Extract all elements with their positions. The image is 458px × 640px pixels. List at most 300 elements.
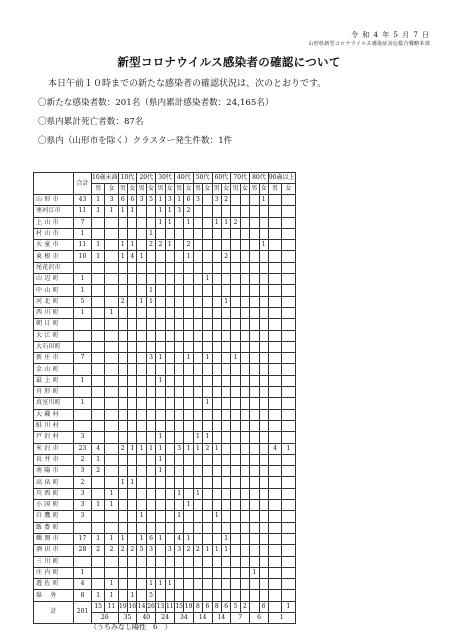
case-count-cell <box>203 319 212 330</box>
case-count-cell: 1 <box>118 477 127 488</box>
case-count-cell: 2 <box>231 217 240 228</box>
case-count-cell <box>268 567 281 578</box>
total-row-gender <box>34 601 296 612</box>
case-count-cell <box>203 330 212 341</box>
case-count-cell <box>105 522 118 533</box>
case-count-cell <box>259 500 268 511</box>
case-count-cell <box>156 545 165 556</box>
case-count-cell <box>282 195 295 206</box>
table-row <box>34 567 296 578</box>
case-count-cell <box>221 477 230 488</box>
case-count-cell <box>193 206 202 217</box>
case-count-cell <box>221 206 230 217</box>
case-count-cell <box>282 409 295 420</box>
case-count-cell <box>156 556 165 567</box>
case-count-cell <box>105 477 118 488</box>
case-count-cell <box>174 262 183 273</box>
case-count-cell <box>174 251 183 262</box>
gender-total-cell: 16 <box>128 601 137 612</box>
case-count-cell <box>282 432 295 443</box>
case-count-cell <box>146 330 155 341</box>
case-count-cell <box>184 432 193 443</box>
case-count-cell <box>137 341 146 352</box>
gender-female-header: 女 <box>221 184 230 195</box>
table-row <box>34 364 296 375</box>
case-count-cell <box>165 330 174 341</box>
case-count-cell <box>165 454 174 465</box>
case-count-cell <box>203 307 212 318</box>
case-count-cell <box>105 274 118 285</box>
case-count-cell <box>105 240 118 251</box>
case-count-cell <box>203 579 212 590</box>
case-count-cell <box>193 466 202 477</box>
table-row <box>34 500 296 511</box>
case-count-cell <box>193 454 202 465</box>
municipality-name: 飯 豊 町 <box>34 522 74 533</box>
case-count-cell <box>128 500 137 511</box>
table-row <box>34 545 296 556</box>
case-count-cell <box>118 228 127 239</box>
case-count-cell <box>165 319 174 330</box>
case-count-cell: 1 <box>105 533 118 544</box>
case-count-cell <box>174 375 183 386</box>
case-count-cell <box>128 274 137 285</box>
case-count-cell <box>282 488 295 499</box>
case-count-cell: 2 <box>203 443 212 454</box>
case-count-cell <box>146 500 155 511</box>
case-count-cell <box>165 477 174 488</box>
case-count-cell <box>212 319 221 330</box>
municipality-name: 舟 形 町 <box>34 387 74 398</box>
case-count-cell <box>268 274 281 285</box>
gender-male-header: 男 <box>118 184 127 195</box>
case-count-cell <box>231 364 240 375</box>
case-count-cell <box>118 398 127 409</box>
case-count-cell: 1 <box>156 375 165 386</box>
case-count-cell <box>165 364 174 375</box>
case-count-cell <box>165 420 174 431</box>
case-count-cell <box>250 454 259 465</box>
case-count-cell <box>268 285 281 296</box>
case-count-cell <box>118 387 127 398</box>
case-count-cell <box>165 307 174 318</box>
municipality-name: 上 山 市 <box>34 217 74 228</box>
case-count-cell <box>118 307 127 318</box>
case-count-cell <box>250 511 259 522</box>
case-count-cell <box>156 477 165 488</box>
case-count-cell <box>137 522 146 533</box>
case-count-cell <box>128 228 137 239</box>
case-count-cell <box>92 330 105 341</box>
municipality-name: 酒 田 市 <box>34 545 74 556</box>
case-count-cell <box>174 296 183 307</box>
case-count-cell <box>92 432 105 443</box>
case-count-cell <box>259 398 268 409</box>
case-count-cell <box>128 319 137 330</box>
municipality-name: 真室川町 <box>34 398 74 409</box>
case-count-cell <box>118 454 127 465</box>
case-count-cell <box>92 556 105 567</box>
case-count-cell <box>240 522 249 533</box>
case-count-cell: 2 <box>184 240 193 251</box>
case-count-cell <box>146 251 155 262</box>
case-count-cell <box>128 420 137 431</box>
case-count-cell <box>231 409 240 420</box>
case-count-cell <box>174 590 183 601</box>
case-count-cell <box>128 556 137 567</box>
municipality-name: 三 川 町 <box>34 556 74 567</box>
case-count-cell <box>231 319 240 330</box>
table-row <box>34 274 296 285</box>
case-count-cell <box>212 432 221 443</box>
case-count-cell <box>92 409 105 420</box>
case-count-cell <box>250 353 259 364</box>
case-count-cell <box>105 262 118 273</box>
row-total: 1 <box>74 274 92 285</box>
case-count-cell: 1 <box>92 533 105 544</box>
case-count-cell: 1 <box>221 545 230 556</box>
case-count-cell <box>212 206 221 217</box>
case-count-cell <box>250 330 259 341</box>
age-total-cell: 7 <box>231 612 250 623</box>
case-count-cell <box>105 364 118 375</box>
case-count-cell <box>212 375 221 386</box>
case-count-cell: 1 <box>146 296 155 307</box>
case-count-cell <box>259 387 268 398</box>
municipality-name: 小 国 町 <box>34 500 74 511</box>
case-count-cell <box>240 274 249 285</box>
case-count-cell <box>184 590 193 601</box>
intro-text: 本日午前１０時までの新たな感染者の確認状況は、次のとおりです。 <box>48 79 327 89</box>
case-count-cell <box>165 488 174 499</box>
case-count-cell <box>184 522 193 533</box>
gender-female-header: 女 <box>105 184 118 195</box>
case-count-cell <box>156 341 165 352</box>
case-count-cell: 1 <box>105 579 118 590</box>
case-count-cell <box>250 387 259 398</box>
case-count-cell <box>105 330 118 341</box>
case-count-cell <box>240 387 249 398</box>
case-count-cell <box>282 307 295 318</box>
case-count-cell <box>221 443 230 454</box>
case-count-cell <box>118 319 127 330</box>
case-count-cell <box>105 556 118 567</box>
case-count-cell <box>174 387 183 398</box>
case-count-cell <box>259 432 268 443</box>
case-count-cell <box>174 477 183 488</box>
municipality-name: 大 蔵 村 <box>34 409 74 420</box>
case-count-cell <box>184 488 193 499</box>
gender-total-cell: 1 <box>282 601 295 612</box>
case-count-cell <box>268 556 281 567</box>
case-count-cell <box>146 556 155 567</box>
municipality-name: 鮭 川 村 <box>34 420 74 431</box>
municipality-name: 鶴 岡 市 <box>34 533 74 544</box>
case-count-cell <box>193 409 202 420</box>
case-count-cell <box>156 488 165 499</box>
case-count-cell <box>165 375 174 386</box>
case-count-cell <box>259 251 268 262</box>
case-count-cell <box>212 274 221 285</box>
case-count-cell <box>240 285 249 296</box>
bullet-new-cases: 〇新たな感染者数：201名（県内累計感染者数：24,165名） <box>38 98 274 108</box>
case-count-cell <box>231 341 240 352</box>
case-count-cell: 1 <box>203 398 212 409</box>
municipality-name: 大 江 町 <box>34 330 74 341</box>
case-count-cell <box>146 364 155 375</box>
case-count-cell <box>105 409 118 420</box>
case-count-cell: 1 <box>174 488 183 499</box>
case-count-cell <box>118 274 127 285</box>
case-count-cell: 1 <box>212 545 221 556</box>
case-count-cell <box>240 511 249 522</box>
case-count-cell <box>259 590 268 601</box>
case-count-cell <box>231 251 240 262</box>
row-total: 23 <box>74 443 92 454</box>
case-count-cell <box>268 296 281 307</box>
gender-male-header: 男 <box>137 184 146 195</box>
case-count-cell: 1 <box>118 533 127 544</box>
case-count-cell <box>137 477 146 488</box>
case-count-cell <box>250 274 259 285</box>
municipality-name: 山 形 市 <box>34 195 74 206</box>
case-count-cell <box>268 217 281 228</box>
case-count-cell <box>250 545 259 556</box>
case-count-cell <box>221 387 230 398</box>
footnote: （うちみなし陽性 6 ） <box>90 623 172 631</box>
age-group-header: 50代 <box>193 173 212 184</box>
case-count-cell <box>231 398 240 409</box>
case-count-cell <box>174 307 183 318</box>
row-total: 1 <box>74 375 92 386</box>
case-count-cell <box>203 466 212 477</box>
case-count-cell <box>128 579 137 590</box>
age-group-header: 10歳未満 <box>92 173 119 184</box>
case-count-cell <box>118 522 127 533</box>
case-count-cell <box>240 296 249 307</box>
case-count-cell: 2 <box>105 545 118 556</box>
case-count-cell <box>156 522 165 533</box>
case-count-cell <box>240 206 249 217</box>
case-count-cell <box>146 217 155 228</box>
case-count-cell: 1 <box>92 240 105 251</box>
case-count-cell <box>203 533 212 544</box>
gender-female-header: 女 <box>184 184 193 195</box>
case-count-cell <box>240 409 249 420</box>
case-count-cell <box>259 274 268 285</box>
case-count-cell <box>259 579 268 590</box>
case-count-cell <box>231 375 240 386</box>
municipality-name: 河 北 町 <box>34 296 74 307</box>
gender-female-header: 女 <box>240 184 249 195</box>
case-count-cell <box>268 488 281 499</box>
case-count-cell <box>203 522 212 533</box>
case-count-cell <box>221 341 230 352</box>
case-count-cell <box>212 567 221 578</box>
gender-total-cell: 26 <box>146 601 155 612</box>
case-count-cell: 1 <box>146 228 155 239</box>
case-count-cell <box>146 466 155 477</box>
case-count-cell <box>105 375 118 386</box>
case-count-cell <box>156 274 165 285</box>
table-row <box>34 511 296 522</box>
case-count-cell <box>240 567 249 578</box>
table-row <box>34 443 296 454</box>
case-count-cell <box>282 533 295 544</box>
case-count-cell <box>146 307 155 318</box>
age-group-header: 10代 <box>118 173 137 184</box>
case-count-cell <box>118 420 127 431</box>
row-total <box>74 522 92 533</box>
case-count-cell <box>240 443 249 454</box>
case-count-cell: 1 <box>165 206 174 217</box>
case-count-cell <box>282 387 295 398</box>
case-count-cell <box>231 466 240 477</box>
case-count-cell <box>165 251 174 262</box>
case-count-cell <box>282 296 295 307</box>
case-count-cell <box>282 454 295 465</box>
case-count-cell <box>250 500 259 511</box>
case-count-cell <box>203 477 212 488</box>
case-count-cell <box>105 466 118 477</box>
case-count-cell <box>128 330 137 341</box>
case-count-cell <box>203 240 212 251</box>
case-count-cell <box>137 330 146 341</box>
row-total: 3 <box>74 432 92 443</box>
case-count-cell <box>128 296 137 307</box>
table-row <box>34 579 296 590</box>
case-count-cell <box>240 262 249 273</box>
case-count-cell <box>268 387 281 398</box>
case-count-cell <box>174 398 183 409</box>
gender-female-header: 女 <box>146 184 155 195</box>
case-count-cell: 2 <box>221 195 230 206</box>
case-count-cell <box>184 364 193 375</box>
case-count-cell <box>203 206 212 217</box>
case-count-cell <box>203 285 212 296</box>
table-row <box>34 195 296 206</box>
case-count-cell <box>259 319 268 330</box>
case-count-cell <box>203 567 212 578</box>
case-count-cell <box>184 556 193 567</box>
case-count-cell <box>193 477 202 488</box>
case-count-cell <box>174 330 183 341</box>
case-count-cell: 1 <box>193 488 202 499</box>
case-count-cell <box>221 364 230 375</box>
case-count-cell: 4 <box>174 533 183 544</box>
row-total: 11 <box>74 206 92 217</box>
case-count-cell <box>193 296 202 307</box>
case-count-cell <box>165 432 174 443</box>
case-count-cell <box>212 420 221 431</box>
table-row <box>34 217 296 228</box>
table-row <box>34 387 296 398</box>
case-count-cell <box>282 274 295 285</box>
case-count-cell <box>282 466 295 477</box>
municipality-name: 金 山 町 <box>34 364 74 375</box>
case-count-cell <box>203 500 212 511</box>
case-count-cell: 3 <box>146 353 155 364</box>
age-group-header: 20代 <box>137 173 156 184</box>
case-count-cell <box>259 545 268 556</box>
case-count-cell <box>221 556 230 567</box>
case-count-cell: 1 <box>128 477 137 488</box>
gender-total-cell: 6 <box>259 601 268 612</box>
case-count-cell: 2 <box>184 545 193 556</box>
case-count-cell <box>240 195 249 206</box>
case-count-cell <box>212 341 221 352</box>
case-count-cell <box>268 522 281 533</box>
case-count-cell <box>212 533 221 544</box>
row-total: 3 <box>74 466 92 477</box>
case-count-cell: 1 <box>156 466 165 477</box>
case-count-cell: 1 <box>250 567 259 578</box>
case-count-cell <box>212 387 221 398</box>
case-count-cell <box>193 590 202 601</box>
case-count-cell: 1 <box>92 251 105 262</box>
case-count-cell <box>212 454 221 465</box>
case-count-cell <box>174 567 183 578</box>
table-row <box>34 262 296 273</box>
case-count-cell <box>128 387 137 398</box>
case-count-cell <box>118 341 127 352</box>
case-count-cell: 1 <box>165 579 174 590</box>
case-count-cell <box>221 353 230 364</box>
case-count-cell: 1 <box>92 590 105 601</box>
case-count-cell <box>105 420 118 431</box>
case-count-cell <box>250 477 259 488</box>
case-count-cell <box>221 409 230 420</box>
table-row <box>34 522 296 533</box>
case-count-cell <box>259 443 268 454</box>
case-count-cell: 1 <box>203 545 212 556</box>
row-total <box>74 556 92 567</box>
case-count-cell <box>92 217 105 228</box>
case-count-cell <box>184 466 193 477</box>
case-count-cell <box>221 330 230 341</box>
case-count-cell <box>137 262 146 273</box>
cases-table <box>33 172 296 624</box>
case-count-cell <box>193 420 202 431</box>
case-count-cell <box>231 511 240 522</box>
case-count-cell <box>118 567 127 578</box>
case-count-cell <box>259 296 268 307</box>
municipality-name: 天 童 市 <box>34 240 74 251</box>
case-count-cell: 1 <box>128 240 137 251</box>
case-count-cell <box>184 228 193 239</box>
case-count-cell <box>282 545 295 556</box>
case-count-cell <box>105 511 118 522</box>
case-count-cell <box>118 375 127 386</box>
case-count-cell <box>203 454 212 465</box>
age-total-cell: 34 <box>174 612 193 623</box>
case-count-cell <box>259 206 268 217</box>
case-count-cell <box>250 206 259 217</box>
case-count-cell <box>146 454 155 465</box>
case-count-cell <box>212 251 221 262</box>
case-count-cell <box>165 522 174 533</box>
municipality-name: 西 川 町 <box>34 307 74 318</box>
row-total <box>74 409 92 420</box>
table-row <box>34 228 296 239</box>
case-count-cell <box>282 341 295 352</box>
case-count-cell <box>184 579 193 590</box>
gender-total-cell <box>268 601 281 612</box>
case-count-cell <box>212 409 221 420</box>
case-count-cell <box>268 432 281 443</box>
case-count-cell <box>231 488 240 499</box>
case-count-cell <box>118 500 127 511</box>
